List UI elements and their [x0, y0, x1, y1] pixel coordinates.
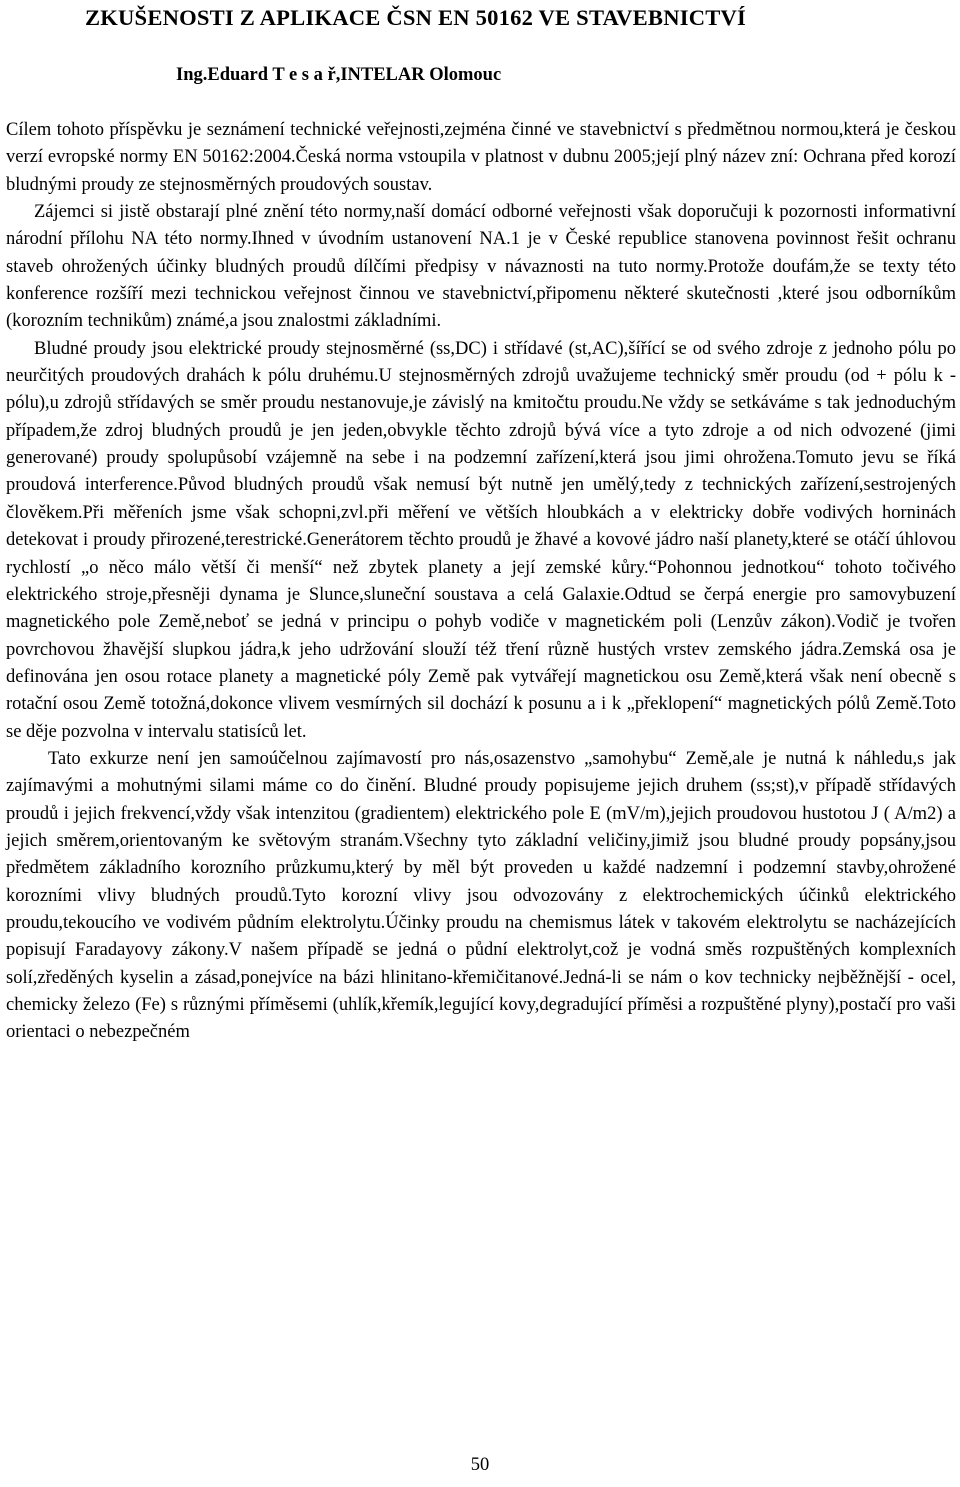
paragraph-description: Tato exkurze není jen samoúčelnou zajímavostí pro nás,osazenstvo „samohybu“ Země,ale je nutná k náhledu,s jak zajímavými a mohutnými silami máme co do činění. Bludné proudy popisujeme jejich druhem (ss;st),v případě střídavých proudů i jejich frekvencí,vždy však intenzitou (gradientem) elektrického pole E (mV/m),jejich proudovou hustotou J ( A/m2) a jejich směrem,orientovaným ke světovým stranám.Všechny tyto základní veličiny,jimiž jsou bludné proudy popsány,jsou předmětem základního korozního průzkumu,který by měl být proveden u každé nadzemní i podzemní stavby,ohrožené korozními vlivy bludných proudů.Tyto korozní vlivy jsou odvozovány z elektrochemických účinků elektrického proudu,tekoucího ve vodivém půdním elektrolytu.Účinky proudu na chemismus látek v takovém elektrolytu se nacházejících popisují Faradayovy zákony.V našem případě se jedná o půdní elektrolyt,což je vodná směs rozpuštěných komplexních solí,zředěných kyselin a zásad,ponejvíce na bázi hlinitano-křemičitanové.Jedná-li se nám o kov technicky nejběžnější - ocel, chemicky železo (Fe) s různými příměsemi (uhlík,křemík,legující kovy,degradující příměsi a rozpuštěné plyny),postačí pro vaši orientaci o nebezpečném — [6, 748, 956, 1043]
paragraph-stray-currents: Bludné proudy jsou elektrické proudy stejnosměrné (ss,DC) i střídavé (st,AC),šířící se od svého zdroje z jednoho pólu po neurčitých proudových drahách k pólu druhému.U stejnosměrných zdrojů uvažujeme technický směr proudu (od + pólu k - pólu),u zdrojů střídavých se směr proudu nestanovuje,je závislý na kmitočtu proudu.Ne vždy se setkáváme s tak jednoduchým případem,že zdroj bludných proudů je jen jeden,obvykle těchto zdrojů bývá více a tyto zdroje a od nich odvozené (jimi generované) proudy spolupůsobí vzájemně na sebe i na podzemní zařízení,která jsou jimi ohrožena.Tomuto jevu se říká proudová interference.Původ bludných proudů však nemusí být nutně jen umělý,tedy z technických zařízení,sestrojených člověkem.Při měřeních jsme však schopni,zvl.při měření ve větších hloubkách a v elektricky dobře vodivých horninách detekovat i proudy přirozené,terestrické.Generátorem těchto proudů je žhavé a kovové jádro naší planety,které se otáčí úhlovou rychlostí „o něco málo větší či menší“ než zbytek planety a její zemské kůry.“Pohonnou jednotkou“ tohoto točivého elektrického stroje,přesněji dynama je Slunce,sluneční soustava a celá Galaxie.Odtud se čerpá energie pro samovybuzení magnetického pole Země,neboť se jedná v principu o pohyb vodiče v magnetickém poli (Lenzův zákon).Vodič je tvořen povrchovou žhavější slupkou jádra,k jeho udržování slouží též tření různě hustých vrstev zemského jádra.Zemská osa je definována jen osou rotace planety a magnetické póly Země pak vytvářejí magnetickou osu Země,která však není obecně s rotační osou Země totožná,dokonce vlivem vesmírných sil dochází k posunu a i k „překlopení“ magnetických pólů Země.Toto se děje pozvolna v intervalu statisíců let. — [6, 338, 956, 742]
author-line: Ing.Eduard T e s a ř,INTELAR Olomouc — [176, 65, 502, 85]
body-text — [6, 117, 956, 1047]
paragraph-introduction: Cílem tohoto příspěvku je seznámení technické veřejnosti,zejména činné ve stavebnictví s předmětnou normou,která je českou verzí evropské normy EN 50162:2004.Česká norma vstoupila v platnost v dubnu 2005;její plný název zní: Ochrana před korozí bludnými proudy ze stejnosměrných proudových soustav. — [6, 120, 956, 195]
paragraph-national-annex: Zájemci si jistě obstarají plné znění této normy,naší domácí odborné veřejnosti však doporučuji k pozornosti informativní národní přílohu NA této normy.Ihned v úvodním ustanovení NA.1 je v České republice stanovena povinnost řešit ochranu staveb ohrožených účinky bludných proudů dílčími předpisy v návaznosti na tuto normy.Protože doufám,že se texty této konference rozšíří mezi technickou veřejnost činnou ve stavebnictví,připomenu některé skutečnosti ,které jsou odborníkům (korozním technikům) známé,a jsou znalostmi základními. — [6, 202, 956, 332]
page-number: 50 — [470, 1455, 490, 1475]
document-title: ZKUŠENOSTI Z APLIKACE ČSN EN 50162 VE STAVEBNICTVÍ — [85, 5, 747, 30]
